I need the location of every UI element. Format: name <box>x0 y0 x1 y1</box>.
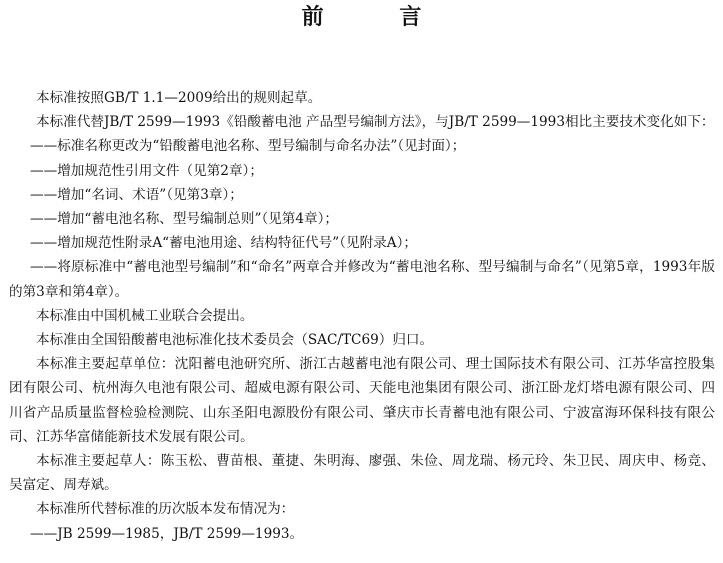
change-item-2: ——增加规范性引用文件（见第2章）； <box>30 162 263 179</box>
paragraph-drafting-units: 本标准主要起草单位：沈阳蓄电池研究所、浙江古越蓄电池有限公司、理士国际技术有限公司、江苏华富控股集团有限公司、杭州海久电池有限公司、超威电源有限公司、天能电池集团有限公司、浙江卧龙灯塔电源有限公司、四川省产品质量监督检验检测院、山东圣阳电源股份有限公司、肇庆市长青蓄电池有限公司、宁波富海环保科技有限公司、江苏华富储能新技术发展有限公司。 <box>9 356 715 445</box>
paragraph-proposer: 本标准由中国机械工业联合会提出。 <box>36 307 254 324</box>
paragraph-replacement: 本标准代替JB/T 2599—1993《铅酸蓄电池 产品型号编制方法》，与JB/T 2599—1993相比主要技术变化如下： <box>36 114 715 131</box>
change-item-1: ——标准名称更改为“铅酸蓄电池名称、型号编制与命名办法”（见封面）； <box>30 138 466 155</box>
paragraph-administrator: 本标准由全国铅酸蓄电池标准化技术委员会（SAC/TC69）归口。 <box>36 332 434 349</box>
paragraph-drafters: 本标准主要起草人：陈玉松、曹苗根、董捷、朱明海、廖强、朱俭、周龙瑞、杨元玲、朱卫民、周庆申、杨竞、吴富定、周寿斌。 <box>9 453 715 494</box>
page-title: 前 言 <box>301 5 456 30</box>
change-item-4: ——增加“蓄电池名称、型号编制总则”（见第4章）； <box>30 211 339 228</box>
document-body <box>9 86 715 546</box>
paragraph-drafting-rule: 本标准按照GB/T 1.1—2009给出的规则起草。 <box>36 90 322 106</box>
change-item-5: ——增加规范性附录A“蓄电池用途、结构特征代号”（见附录A）； <box>30 235 417 252</box>
change-item-3: ——增加“名词、术语”（见第3章）； <box>30 186 243 203</box>
change-item-6: ——将原标准中“蓄电池型号编制”和“命名”两章合并修改为“蓄电池名称、型号编制与命名”（见第5章，1993年版的第3章和第4章）。 <box>9 259 715 300</box>
paragraph-history-intro: 本标准所代替标准的历次版本发布情况为： <box>36 501 295 518</box>
history-item: ——JB 2599—1985，JB/T 2599—1993。 <box>30 525 304 542</box>
